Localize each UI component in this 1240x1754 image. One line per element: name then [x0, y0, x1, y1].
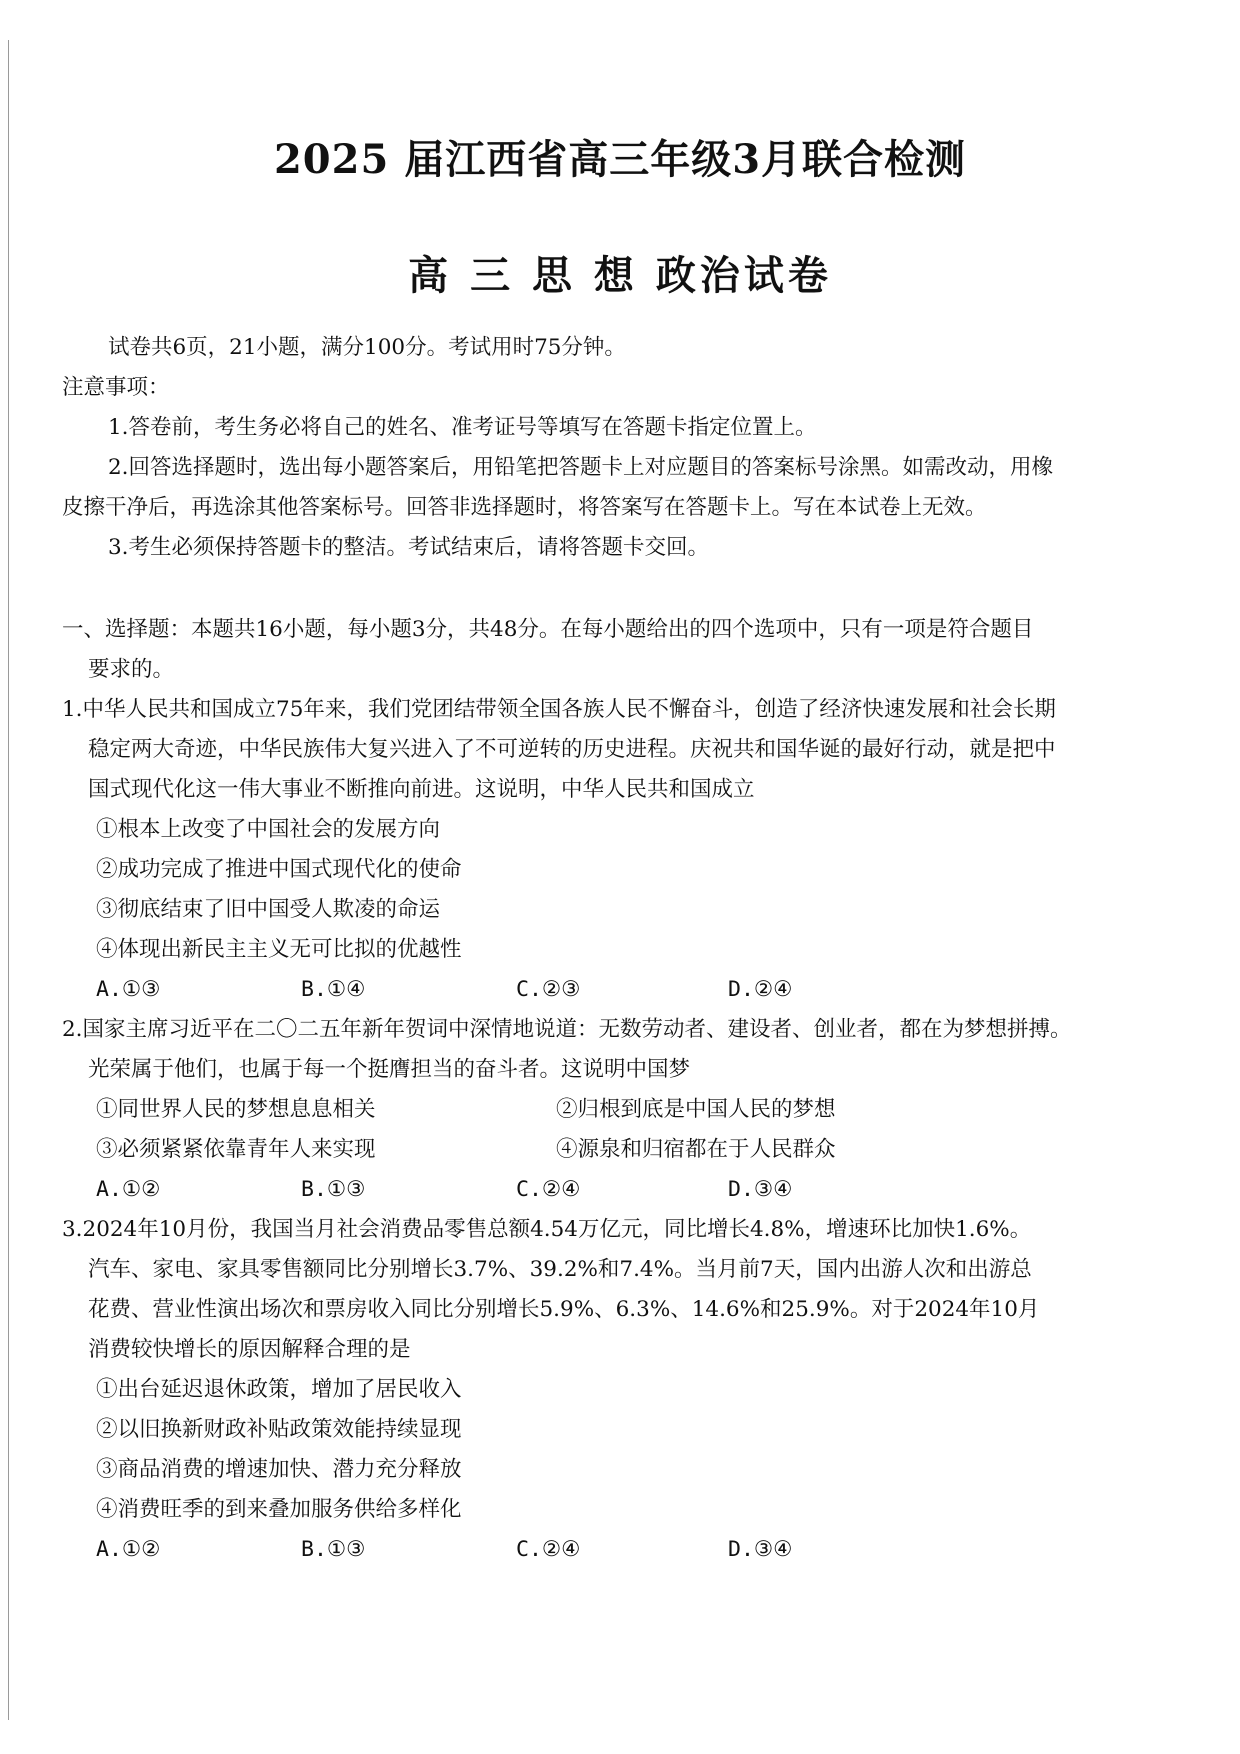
q3-statement-3: ③商品消费的增速加快、潜力充分释放 — [96, 1457, 462, 1482]
q3-stem-line-4: 消费较快增长的原因解释合理的是 — [88, 1337, 411, 1362]
q1-option-a: A.①③ — [96, 977, 161, 1002]
exam-subtitle: 高 三 思 想 政治试卷 — [408, 252, 832, 299]
q3-option-b: B.①③ — [301, 1537, 366, 1562]
section-1-heading-line-1: 一、选择题：本题共16小题，每小题3分，共48分。在每小题给出的四个选项中，只有一项是符合题目 — [62, 617, 1034, 642]
notice-item-1: 1.答卷前，考生务必将自己的姓名、准考证号等填写在答题卡指定位置上。 — [108, 415, 817, 440]
q2-stem-line-1: 2.国家主席习近平在二〇二五年新年贺词中深情地说道：无数劳动者、建设者、创业者，都在为梦想拼搏。 — [62, 1017, 1072, 1042]
q2-option-b: B.①③ — [301, 1177, 366, 1202]
q2-statement-3: ③必须紧紧依靠青年人来实现 — [96, 1137, 376, 1162]
q3-statement-4: ④消费旺季的到来叠加服务供给多样化 — [96, 1497, 462, 1522]
notice-item-3: 3.考生必须保持答题卡的整洁。考试结束后，请将答题卡交回。 — [108, 535, 710, 560]
q1-option-c: C.②③ — [516, 977, 581, 1002]
q1-option-d: D.②④ — [728, 977, 793, 1002]
q2-options — [96, 1175, 796, 1205]
q3-statement-2: ②以旧换新财政补贴政策效能持续显现 — [96, 1417, 462, 1442]
q3-option-c: C.②④ — [516, 1537, 581, 1562]
q3-statement-1: ①出台延迟退休政策，增加了居民收入 — [96, 1377, 462, 1402]
q3-option-a: A.①② — [96, 1537, 161, 1562]
exam-intro: 试卷共6页，21小题，满分100分。考试用时75分钟。 — [108, 335, 626, 360]
q2-stem-line-2: 光荣属于他们，也属于每一个挺膺担当的奋斗者。这说明中国梦 — [88, 1057, 691, 1082]
q2-option-c: C.②④ — [516, 1177, 581, 1202]
section-1-heading-line-2: 要求的。 — [88, 657, 175, 682]
notice-heading: 注意事项： — [62, 375, 170, 400]
q3-stem-line-1: 3.2024年10月份，我国当月社会消费品零售总额4.54万亿元，同比增长4.8%，增速环比加快1.6%。 — [62, 1217, 1032, 1242]
q1-statement-4: ④体现出新民主主义无可比拟的优越性 — [96, 937, 462, 962]
q2-statement-4: ④源泉和归宿都在于人民群众 — [556, 1137, 836, 1162]
q1-statement-1: ①根本上改变了中国社会的发展方向 — [96, 817, 441, 842]
q3-options — [96, 1535, 796, 1565]
q1-statement-3: ③彻底结束了旧中国受人欺凌的命运 — [96, 897, 441, 922]
q3-stem-line-2: 汽车、家电、家具零售额同比分别增长3.7%、39.2%和7.4%。当月前7天，国内出游人次和出游总 — [88, 1257, 1032, 1282]
q3-option-d: D.③④ — [728, 1537, 793, 1562]
q2-statement-2: ②归根到底是中国人民的梦想 — [556, 1097, 836, 1122]
q1-option-b: B.①④ — [301, 977, 366, 1002]
q2-statement-1: ①同世界人民的梦想息息相关 — [96, 1097, 376, 1122]
q1-stem-line-2: 稳定两大奇迹，中华民族伟大复兴进入了不可逆转的历史进程。庆祝共和国华诞的最好行动，就是把中 — [88, 737, 1056, 762]
q1-stem-line-3: 国式现代化这一伟大事业不断推向前进。这说明，中华人民共和国成立 — [88, 777, 755, 802]
q1-stem-line-1: 1.中华人民共和国成立75年来，我们党团结带领全国各族人民不懈奋斗，创造了经济快速发展和社会长期 — [62, 697, 1056, 722]
q3-stem-line-3: 花费、营业性演出场次和票房收入同比分别增长5.9%、6.3%、14.6%和25.9%。对于2024年10月 — [88, 1297, 1040, 1322]
q1-options — [96, 975, 796, 1005]
exam-title: 2025 届江西省高三年级3月联合检测 — [273, 136, 967, 183]
q1-statement-2: ②成功完成了推进中国式现代化的使命 — [96, 857, 462, 882]
notice-item-2-line-2: 皮擦干净后，再选涂其他答案标号。回答非选择题时，将答案写在答题卡上。写在本试卷上无效。 — [62, 495, 987, 520]
q2-option-a: A.①② — [96, 1177, 161, 1202]
q2-option-d: D.③④ — [728, 1177, 793, 1202]
notice-item-2-line-1: 2.回答选择题时，选出每小题答案后，用铅笔把答题卡上对应题目的答案标号涂黑。如需改动，用橡 — [108, 455, 1054, 480]
